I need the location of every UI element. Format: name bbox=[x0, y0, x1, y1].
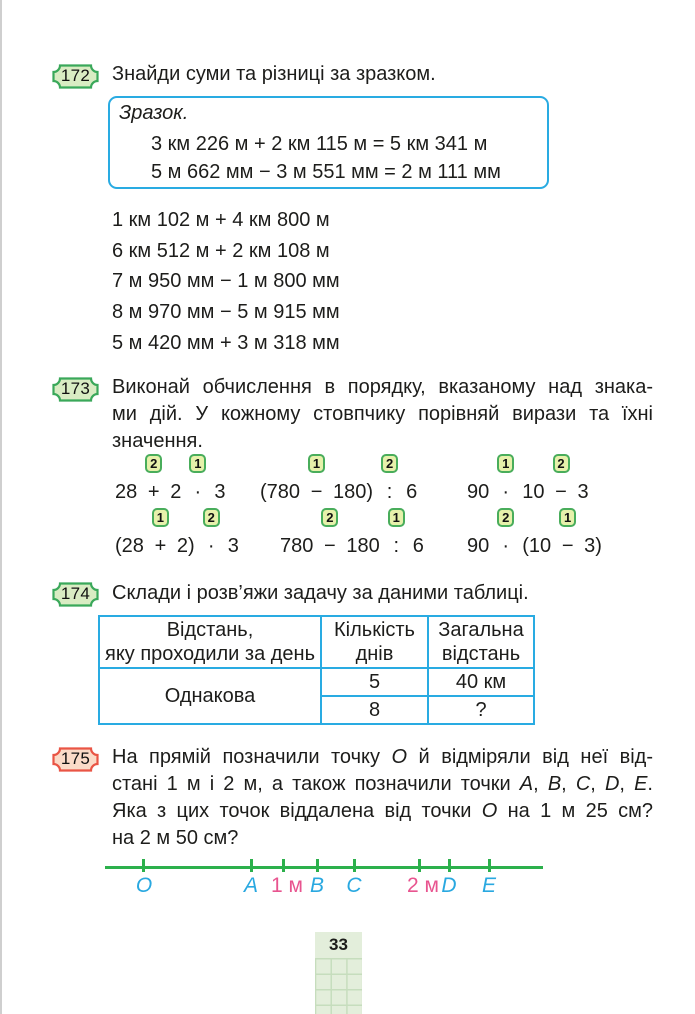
token-text: 3 bbox=[214, 481, 226, 503]
token-text: 6 bbox=[406, 481, 418, 503]
expression-token bbox=[522, 454, 544, 503]
token-text: (10 bbox=[522, 535, 552, 557]
order-slot bbox=[145, 454, 162, 481]
text-segment: , bbox=[533, 773, 548, 795]
expression-token bbox=[346, 508, 379, 557]
exercise-expression: 7 м 950 мм − 1 м 800 мм bbox=[112, 270, 340, 293]
table-header-row bbox=[99, 616, 534, 668]
task-number: 175 bbox=[60, 748, 91, 768]
expression bbox=[467, 454, 589, 503]
token-text: : bbox=[393, 535, 400, 557]
text-line bbox=[112, 771, 653, 798]
order-slot bbox=[497, 508, 514, 535]
expression-token bbox=[170, 454, 181, 503]
tick-mark bbox=[316, 859, 319, 872]
text-segment: , bbox=[561, 773, 576, 795]
expression-token bbox=[280, 508, 313, 557]
expression-token bbox=[333, 454, 373, 503]
order-badge: 2 bbox=[321, 508, 338, 527]
order-badge: 1 bbox=[497, 454, 514, 473]
task-number-badge-173 bbox=[52, 377, 99, 402]
tick-mark bbox=[282, 859, 285, 872]
point-letter: E bbox=[634, 773, 648, 795]
order-badge: 1 bbox=[152, 508, 169, 527]
token-text: 780 bbox=[280, 535, 314, 557]
order-slot bbox=[381, 454, 398, 481]
cell-total-2: ? bbox=[428, 696, 534, 724]
token-text: 3 bbox=[227, 535, 239, 557]
point-label: E bbox=[481, 874, 497, 897]
cell-same-distance: Однакова bbox=[99, 668, 321, 724]
expression-token bbox=[203, 508, 220, 557]
exercise-expression: 8 м 970 мм − 5 м 915 мм bbox=[112, 301, 340, 324]
table-row bbox=[99, 668, 534, 696]
text-line: ми дій. У кожному стовпчику порівняй вирази та їхні bbox=[112, 403, 653, 425]
sample-line: 5 м 662 мм − 3 м 551 мм = 2 м 111 мм bbox=[151, 161, 501, 183]
sample-box bbox=[108, 96, 549, 189]
token-text: (28 bbox=[115, 535, 144, 557]
tick-mark bbox=[448, 859, 451, 872]
token-text: − bbox=[310, 481, 323, 503]
token-text: · bbox=[194, 481, 202, 503]
token-text: : bbox=[386, 481, 393, 503]
text-line bbox=[112, 798, 653, 825]
expression-token bbox=[406, 454, 417, 503]
expression bbox=[280, 508, 424, 557]
expression-token bbox=[559, 508, 576, 557]
col-header-distance: Відстань, яку проходили за день bbox=[99, 616, 321, 668]
text-line: Виконай обчислення в порядку, вказаному над знака- bbox=[112, 376, 653, 398]
expression-token bbox=[578, 454, 589, 503]
text-segment: , bbox=[590, 773, 605, 795]
order-slot bbox=[152, 508, 169, 535]
token-text: · bbox=[502, 535, 510, 557]
token-text: + bbox=[147, 481, 160, 503]
point-label: D bbox=[441, 874, 457, 897]
order-slot bbox=[308, 454, 325, 481]
page-number: 33 bbox=[329, 935, 348, 954]
order-badge: 2 bbox=[553, 454, 570, 473]
task-number-badge-175 bbox=[52, 747, 99, 772]
expression-token bbox=[177, 508, 195, 557]
text-segment: Яка з цих точок віддалена від точки bbox=[112, 800, 482, 822]
sample-label: Зразок. bbox=[119, 102, 189, 124]
order-badge: 2 bbox=[497, 508, 514, 527]
token-text: 90 bbox=[467, 535, 490, 557]
tick-mark bbox=[418, 859, 421, 872]
cell-days-1: 5 bbox=[321, 668, 428, 696]
order-badge: 1 bbox=[559, 508, 576, 527]
order-badge: 2 bbox=[145, 454, 162, 473]
text-segment: на 1 м 25 см? bbox=[497, 800, 653, 822]
token-text: (780 bbox=[260, 481, 301, 503]
expression-token bbox=[467, 454, 489, 503]
tick-mark bbox=[250, 859, 253, 872]
expression bbox=[467, 508, 602, 557]
token-text: 28 bbox=[115, 481, 138, 503]
token-text: 3) bbox=[584, 535, 602, 557]
number-line bbox=[0, 855, 695, 910]
point-label: A bbox=[243, 874, 259, 897]
order-slot bbox=[189, 454, 206, 481]
distance-label: 1 м bbox=[271, 874, 303, 897]
sample-lines bbox=[151, 130, 501, 186]
order-badge: 1 bbox=[189, 454, 206, 473]
token-text: 10 bbox=[522, 481, 545, 503]
order-badge: 1 bbox=[388, 508, 405, 527]
expression-token bbox=[228, 508, 239, 557]
order-slot bbox=[559, 508, 576, 535]
expression-token bbox=[214, 454, 225, 503]
point-label: C bbox=[346, 874, 362, 897]
distance-table bbox=[98, 615, 535, 725]
expression-token bbox=[413, 508, 424, 557]
expression-token bbox=[381, 454, 398, 503]
point-letter: A bbox=[519, 773, 534, 795]
page-footer bbox=[315, 932, 362, 1014]
cell-days-2: 8 bbox=[321, 696, 428, 724]
text-segment: стані 1 м і 2 м, а також позначили точки bbox=[112, 773, 520, 795]
grid-pattern bbox=[315, 958, 362, 1014]
expression-token bbox=[189, 454, 206, 503]
expression-token bbox=[308, 454, 325, 503]
point-letter: O bbox=[481, 800, 498, 822]
token-text: + bbox=[154, 535, 167, 557]
order-slot bbox=[321, 508, 338, 535]
exercise-expression: 6 км 512 м + 2 км 108 м bbox=[112, 239, 330, 262]
expression-token bbox=[260, 454, 300, 503]
expression-token bbox=[388, 508, 405, 557]
text-segment: На прямій позначили точку bbox=[112, 746, 392, 768]
order-badge: 2 bbox=[381, 454, 398, 473]
task-number: 174 bbox=[60, 583, 91, 603]
expression-token bbox=[497, 508, 514, 557]
expression bbox=[115, 454, 226, 503]
expression-token bbox=[152, 508, 169, 557]
token-text: 6 bbox=[412, 535, 424, 557]
point-letter: C bbox=[575, 773, 591, 795]
tick-mark bbox=[353, 859, 356, 872]
order-slot bbox=[388, 508, 405, 535]
token-text: 3 bbox=[577, 481, 589, 503]
point-label: O bbox=[135, 874, 153, 897]
order-badge: 2 bbox=[203, 508, 220, 527]
distance-label: 2 м bbox=[407, 874, 439, 897]
exercise-expression: 5 м 420 мм + 3 м 318 мм bbox=[112, 331, 340, 354]
expression-token bbox=[321, 508, 338, 557]
point-letter: O bbox=[391, 746, 408, 768]
token-text: · bbox=[207, 535, 215, 557]
expression-token bbox=[497, 454, 514, 503]
expression-token bbox=[553, 454, 570, 503]
p175-text bbox=[112, 744, 653, 852]
sample-line: 3 км 226 м + 2 км 115 м = 5 км 341 м bbox=[151, 133, 488, 155]
p173-text bbox=[112, 374, 653, 455]
token-text: · bbox=[502, 481, 510, 503]
task-number: 172 bbox=[60, 65, 91, 85]
token-text: 180 bbox=[346, 535, 380, 557]
order-slot bbox=[203, 508, 220, 535]
point-label: B bbox=[309, 874, 325, 897]
expression-token bbox=[115, 454, 137, 503]
expression bbox=[115, 508, 239, 557]
p174-title: Склади і розв’яжи задачу за даними таблиці. bbox=[112, 582, 529, 604]
exercise-expression: 1 км 102 м + 4 км 800 м bbox=[112, 209, 330, 231]
expression-token bbox=[584, 508, 602, 557]
number-line-axis bbox=[105, 866, 543, 869]
expression-token bbox=[522, 508, 551, 557]
tick-mark bbox=[142, 859, 145, 872]
expression-token bbox=[115, 508, 144, 557]
task-number-badge-174 bbox=[52, 582, 99, 607]
task-number: 173 bbox=[60, 378, 91, 398]
token-text: − bbox=[561, 535, 574, 557]
text-line bbox=[112, 744, 653, 771]
token-text: 2 bbox=[170, 481, 182, 503]
point-letter: B bbox=[547, 773, 562, 795]
text-line bbox=[112, 825, 653, 852]
token-text: 2) bbox=[176, 535, 195, 557]
col-header-total: Загальна відстань bbox=[428, 616, 534, 668]
tick-mark bbox=[488, 859, 491, 872]
expression bbox=[260, 454, 417, 503]
task-number-badge-172 bbox=[52, 64, 99, 89]
text-line: значення. bbox=[112, 430, 203, 452]
col-header-days: Кількість днів bbox=[321, 616, 428, 668]
text-segment: на 2 м 50 см? bbox=[112, 827, 239, 849]
token-text: 90 bbox=[467, 481, 490, 503]
order-slot bbox=[497, 454, 514, 481]
token-text: − bbox=[324, 535, 336, 557]
text-segment: . bbox=[647, 773, 653, 795]
token-text: − bbox=[555, 481, 567, 503]
expression-token bbox=[145, 454, 162, 503]
text-segment: , bbox=[619, 773, 635, 795]
cell-total-1: 40 км bbox=[428, 668, 534, 696]
text-segment: й відміряли від неї від- bbox=[407, 746, 653, 768]
order-slot bbox=[553, 454, 570, 481]
p172-title: Знайди суми та різниці за зразком. bbox=[112, 63, 436, 85]
point-letter: D bbox=[604, 773, 620, 795]
order-badge: 1 bbox=[308, 454, 325, 473]
token-text: 180) bbox=[333, 481, 374, 503]
expression-token bbox=[467, 508, 489, 557]
exercise-list bbox=[112, 205, 340, 359]
